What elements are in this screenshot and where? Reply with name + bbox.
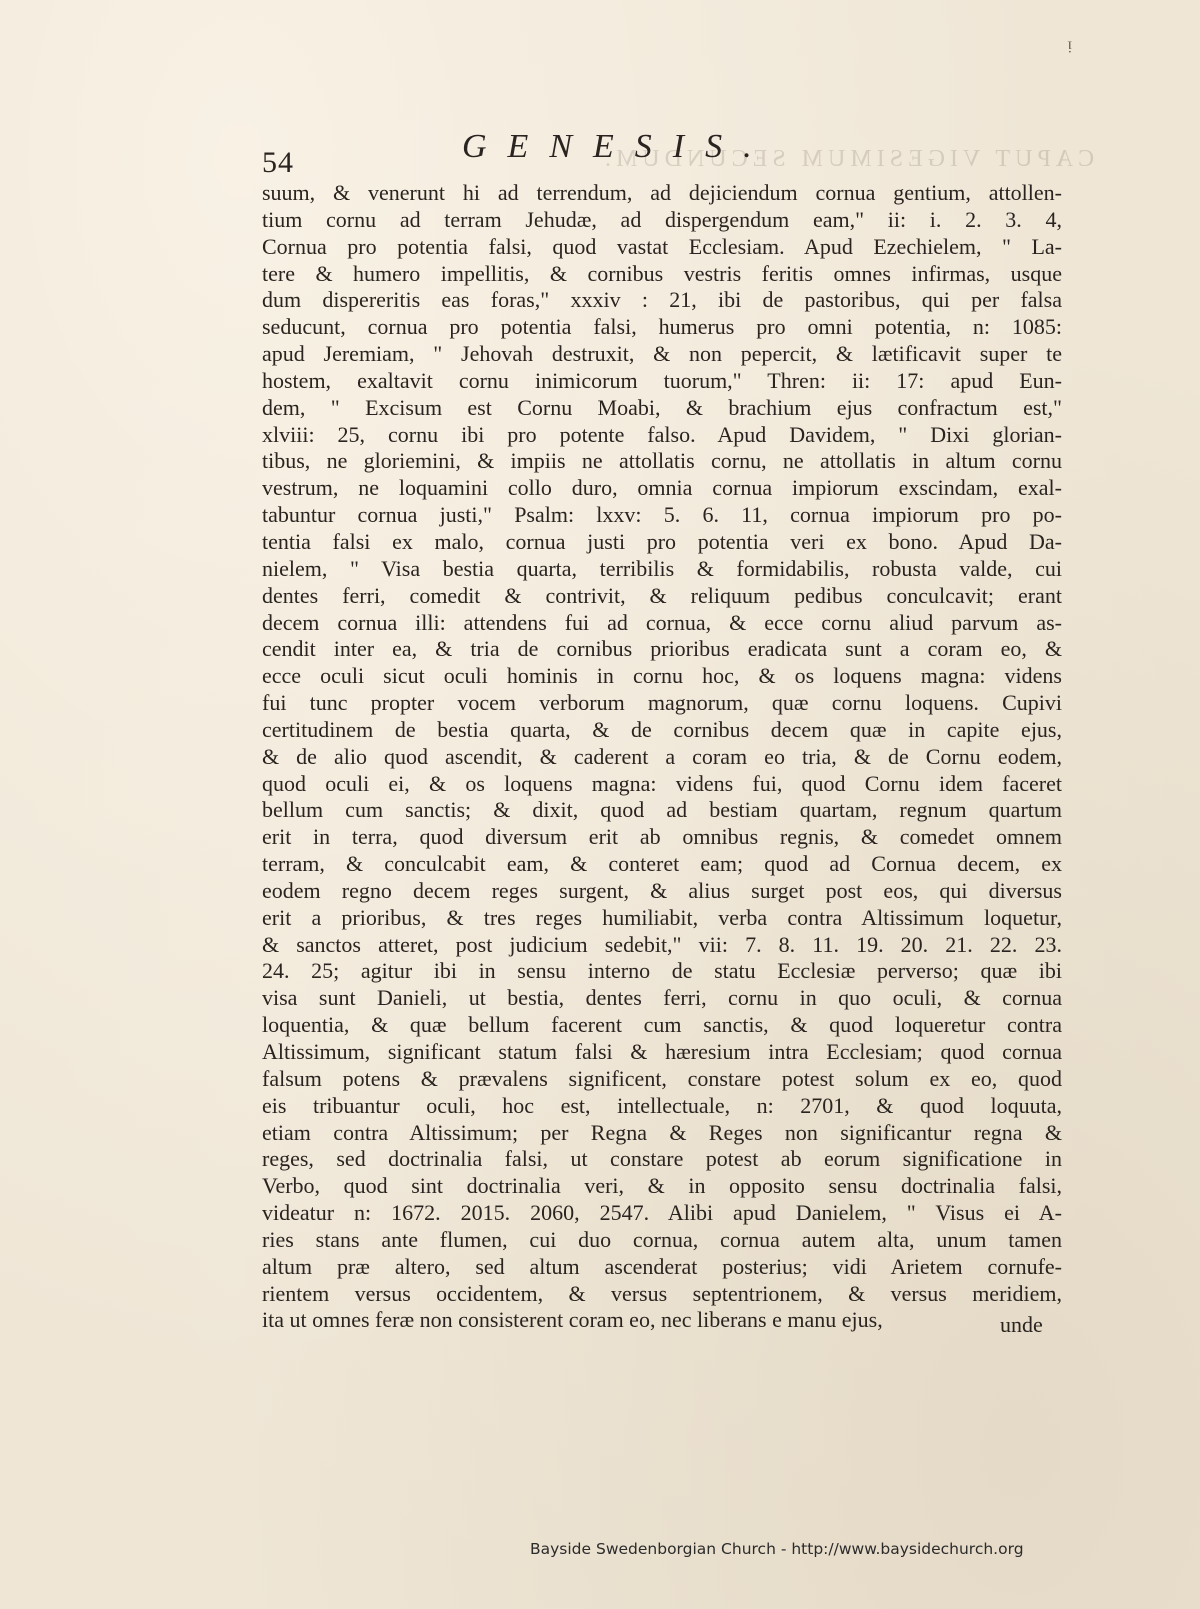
text-line: quod oculi ei, & os loquens magna: videns fui, quod Cornu idem faceret (262, 770, 1062, 796)
text-line: ries stans ante flumen, cui duo cornua, cornua autem alta, unum tamen (262, 1226, 1062, 1252)
text-line: Cornua pro potentia falsi, quod vastat Ecclesiam. Apud Ezechielem, " La- (262, 233, 1062, 259)
text-line: xlviii: 25, cornu ibi pro potente falso. Apud Davidem, " Dixi glorian- (262, 421, 1062, 447)
text-line: certitudinem de bestia quarta, & de cornibus decem quæ in capite ejus, (262, 716, 1062, 742)
text-line: tere & humero impellitis, & cornibus vestris feritis omnes infirmas, usque (262, 260, 1062, 286)
text-line: dentes ferri, comedit & contrivit, & reliquum pedibus conculcavit; erant (262, 582, 1062, 608)
text-line: cendit inter ea, & tria de cornibus prioribus eradicata sunt a coram eo, & (262, 636, 1062, 662)
text-line: erit a prioribus, & tres reges humiliabit, verba contra Altissimum loquetur, (262, 904, 1062, 930)
page-number: 54 (262, 146, 294, 179)
text-line: etiam contra Altissimum; per Regna & Reges non significantur regna & (262, 1119, 1062, 1145)
text-line: vestrum, ne loquamini collo duro, omnia cornua impiorum exscindam, exal- (262, 475, 1062, 501)
text-line: Verbo, quod sint doctrinalia veri, & in opposito sensu doctrinalia falsi, (262, 1173, 1062, 1199)
text-line: ita ut omnes feræ non consisterent coram eo, nec liberans e manu ejus, (262, 1307, 883, 1333)
text-line: & sanctos atteret, post judicium sedebit," vii: 7. 8. 11. 19. 20. 21. 22. 23. (262, 931, 1062, 957)
text-line: Altissimum, significant statum falsi & hæresium intra Ecclesiam; quod cornua (262, 1039, 1062, 1064)
text-line: falsum potens & prævalens significent, constare potest solum ex eo, quod (262, 1065, 1062, 1091)
text-line: rientem versus occidentem, & versus septentrionem, & versus meridiem, (262, 1280, 1062, 1306)
text-line: decem cornua illi: attendens fui ad cornua, & ecce cornu aliud parvum as- (262, 609, 1062, 635)
text-line: tabuntur cornua justi," Psalm: lxxv: 5. 6. 11, cornua impiorum pro po- (262, 502, 1062, 528)
text-line: 24. 25; agitur ibi in sensu interno de statu Ecclesiæ perverso; quæ ibi (262, 958, 1062, 984)
bleed-through-text: CAPUT VIGESIMUM SECUNDUM. (600, 146, 1095, 172)
text-line: loquentia, & quæ bellum facerent cum sanctis, & quod loqueretur contra (262, 1012, 1062, 1038)
text-line: dum dispereritis eas foras," xxxiv : 21, ibi de pastoribus, qui per falsa (262, 287, 1062, 313)
catchword: unde (1000, 1312, 1043, 1337)
text-line: terram, & conculcabit eam, & conteret eam; quod ad Cornua decem, ex (262, 851, 1062, 877)
text-line: tibus, ne gloriemini, & impiis ne attollatis cornu, ne attollatis in altum cornu (262, 448, 1062, 474)
running-title: GENESIS. (462, 128, 773, 165)
text-line: ecce oculi sicut oculi hominis in cornu hoc, & os loquens magna: videns (262, 663, 1062, 689)
text-line: erit in terra, quod diversum erit ab omnibus regnis, & comedet omnem (262, 824, 1062, 850)
text-line: fui tunc propter vocem verborum magnorum, quæ cornu loquens. Cupivi (262, 690, 1062, 716)
text-line: hostem, exaltavit cornu inimicorum tuorum," Thren: ii: 17: apud Eun- (262, 367, 1062, 393)
text-line: eodem regno decem reges surgent, & alius surget post eos, qui diversus (262, 877, 1062, 903)
text-line: reges, sed doctrinalia falsi, ut constare potest ab eorum significatione in (262, 1146, 1062, 1172)
body-text (262, 180, 1062, 1334)
text-line: & de alio quod ascendit, & caderent a coram eo tria, & de Cornu eodem, (262, 743, 1062, 769)
text-line: visa sunt Danieli, ut bestia, dentes ferri, cornu in quo oculi, & cornua (262, 985, 1062, 1011)
text-line: dem, " Excisum est Cornu Moabi, & brachium ejus confractum est," (262, 394, 1062, 420)
text-line: tium cornu ad terram Jehudæ, ad dispergendum eam," ii: i. 2. 3. 4, (262, 206, 1062, 232)
text-line: bellum cum sanctis; & dixit, quod ad bestiam quartam, regnum quartum (262, 797, 1062, 823)
margin-mark: ᴉ (1067, 36, 1072, 53)
text-line: suum, & venerunt hi ad terrendum, ad dejiciendum cornua gentium, attollen- (262, 180, 1062, 205)
text-line: seducunt, cornua pro potentia falsi, humerus pro omni potentia, n: 1085: (262, 314, 1062, 340)
text-line: eis tribuantur oculi, hoc est, intellectuale, n: 2701, & quod loquuta, (262, 1092, 1062, 1118)
text-line: tentia falsi ex malo, cornua justi pro potentia veri ex bono. Apud Da- (262, 528, 1062, 554)
page-header (262, 128, 1062, 179)
text-line: altum præ altero, sed altum ascenderat posterius; vidi Arietem cornufe- (262, 1253, 1062, 1279)
footer-credit: Bayside Swedenborgian Church - http://www.baysidechurch.org (530, 1540, 1024, 1558)
text-line: apud Jeremiam, " Jehovah destruxit, & non pepercit, & lætificavit super te (262, 341, 1062, 367)
text-line: nielem, " Visa bestia quarta, terribilis & formidabilis, robusta valde, cui (262, 555, 1062, 581)
text-line: videatur n: 1672. 2015. 2060, 2547. Alibi apud Danielem, " Visus ei A- (262, 1200, 1062, 1226)
